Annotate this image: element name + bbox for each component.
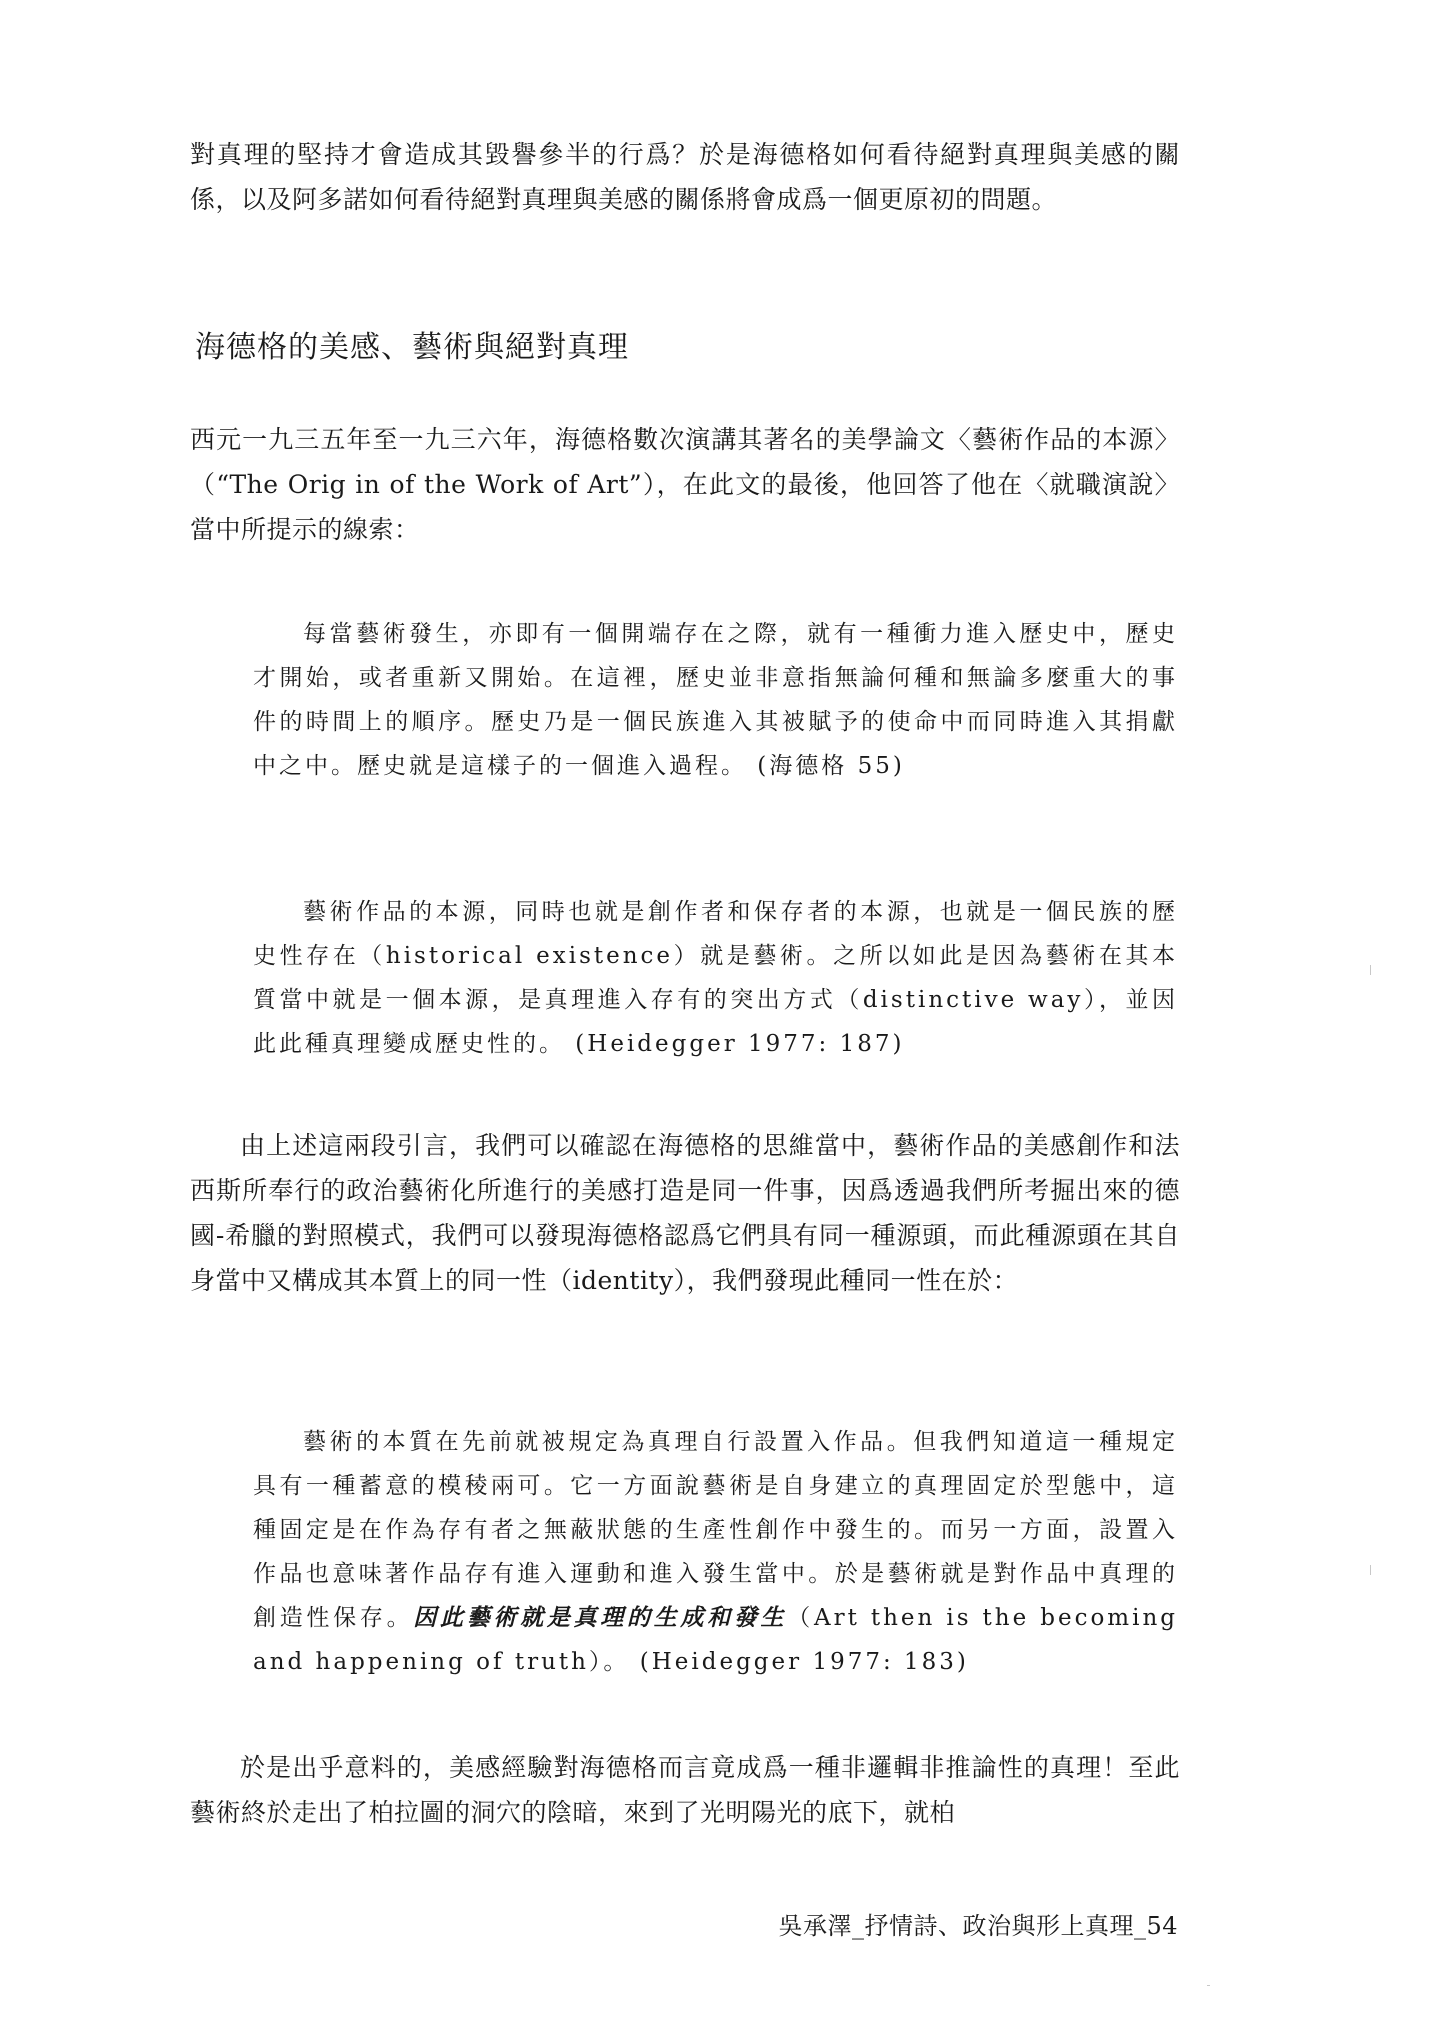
paragraph-lecture: 西元一九三五年至一九三六年，海德格數次演講其著名的美學論文〈藝術作品的本源〉（“The Orig in of the Work of Art”），在此文的最後，他回答了他在〈就職演說〉當中所提示的線索： — [190, 425, 1180, 544]
block-quote-3-tail: （Art then is the becoming and happening of truth）。 (Heidegger 1977: 183) — [253, 1605, 1178, 1675]
section-heading: 海德格的美感、藝術與絕對真理 — [195, 330, 629, 365]
block-quote-3-text: 藝術的本質在先前就被規定為真理自行設置入作品。但我們知道這一種規定具有一種蓄意的模稜兩可。它一方面說藝術是自身建立的真理固定於型態中，這種固定是在作為存有者之無蔽狀態的生產性創作中發生的。而另一方面，設置入作品也意味著作品存有進入運動和進入發生當中。於是藝術就是對作品中真理的創造性保存。 — [253, 1429, 1178, 1631]
paragraph-intro: 對真理的堅持才會造成其毀譽參半的行爲？於是海德格如何看待絕對真理與美感的關係，以及阿多諾如何看待絕對真理與美感的關係將會成爲一個更原初的問題。 — [190, 140, 1180, 214]
scan-mark — [1370, 1565, 1371, 1575]
block-quote-3-emphasis: 因此藝術就是真理的生成和發生 — [413, 1604, 788, 1631]
block-quote-1: 每當藝術發生，亦即有一個開端存在之際，就有一種衝力進入歷史中，歷史才開始，或者重新又開始。在這裡，歷史並非意指無論何種和無論多麼重大的事件的時間上的順序。歷史乃是一個民族進入其被賦予的使命中而同時進入其捐獻中之中。歷史就是這樣子的一個進入過程。 (海德格 55) — [253, 621, 1178, 779]
scan-mark — [1370, 965, 1371, 975]
block-quote-3 — [253, 1420, 1178, 1684]
paragraph-conclusion: 於是出乎意料的，美感經驗對海德格而言竟成爲一種非邏輯非推論性的真理！至此藝術終於走出了柏拉圖的洞穴的陰暗，來到了光明陽光的底下，就柏 — [190, 1753, 1180, 1827]
block-quote-2: 藝術作品的本源，同時也就是創作者和保存者的本源，也就是一個民族的歷史性存在（historical existence）就是藝術。之所以如此是因為藝術在其本質當中就是一個本源，是真理進入存有的突出方式（distinctive way），並因此此種真理變成歷史性的。 (Heidegger 1977: 187) — [253, 899, 1178, 1057]
page-footer: 吳承澤_抒情詩、政治與形上真理_54 — [778, 1912, 1178, 1940]
scan-mark — [1207, 1985, 1210, 1986]
paragraph-analysis: 由上述這兩段引言，我們可以確認在海德格的思維當中，藝術作品的美感創作和法西斯所奉行的政治藝術化所進行的美感打造是同一件事，因爲透過我們所考掘出來的德國-希臘的對照模式，我們可以發現海德格認爲它們具有同一種源頭，而此種源頭在其自身當中又構成其本質上的同一性（identity），我們發現此種同一性在於： — [190, 1131, 1180, 1295]
